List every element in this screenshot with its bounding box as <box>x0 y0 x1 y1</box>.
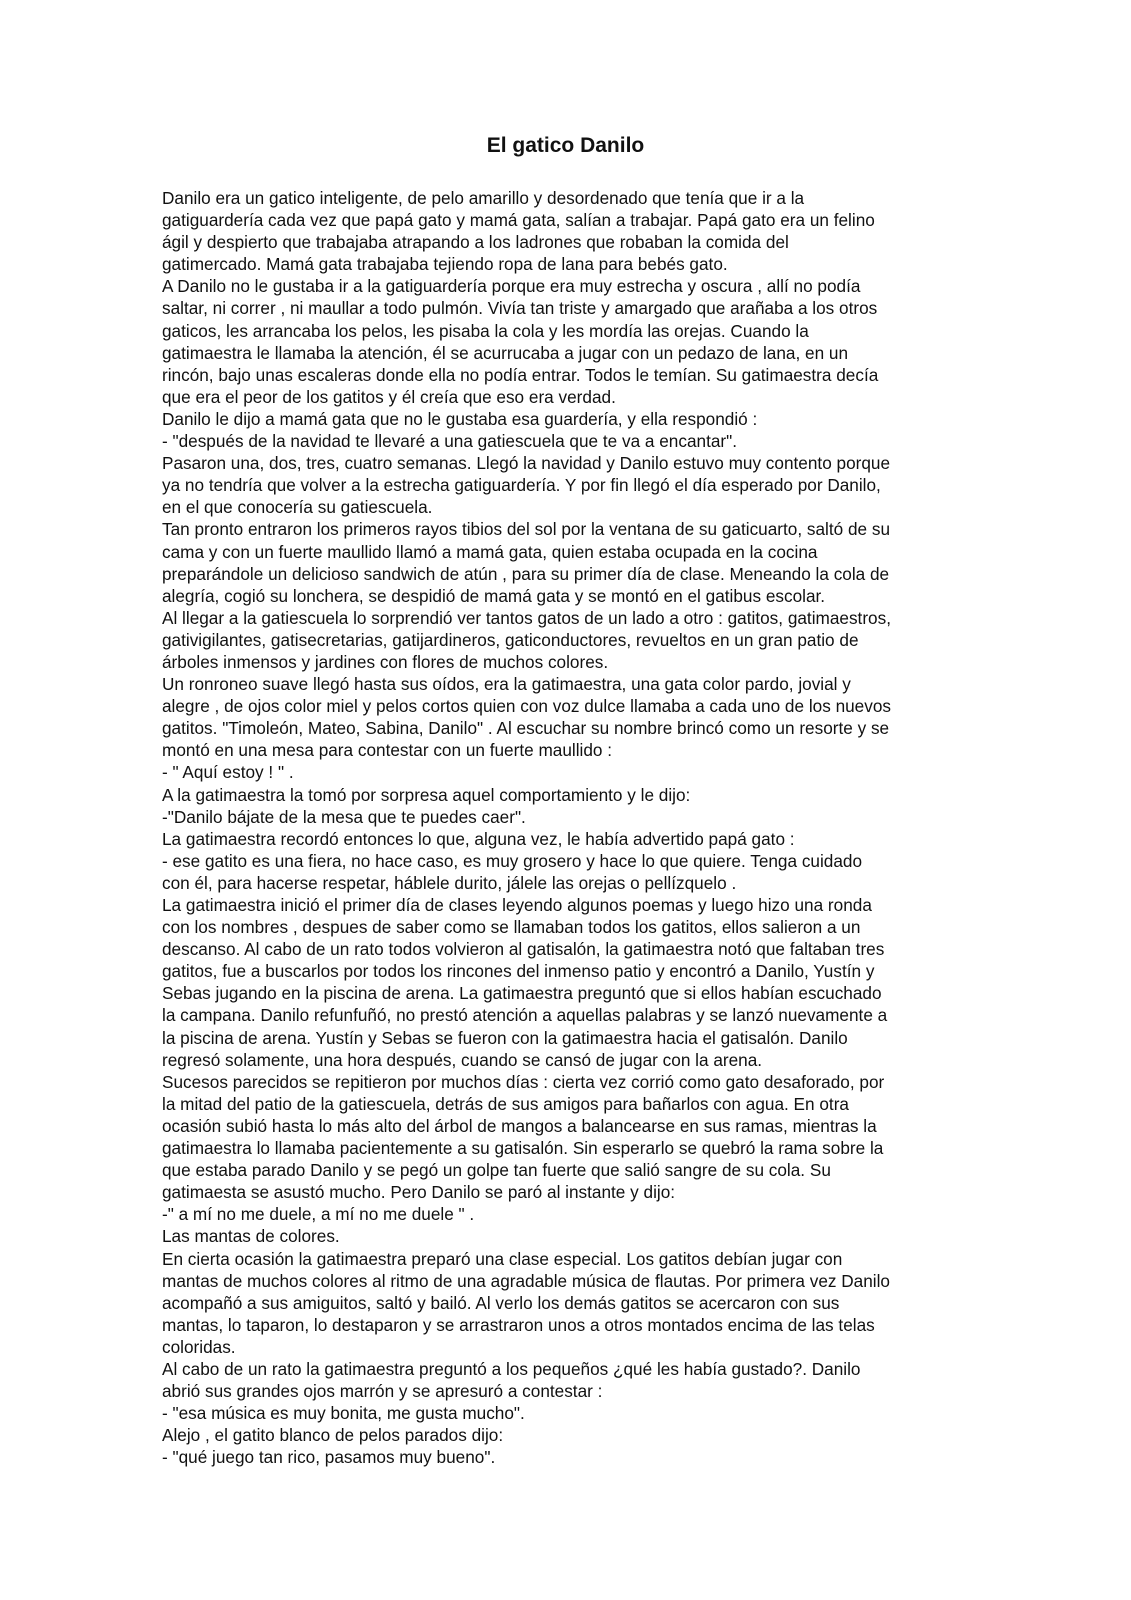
text-line: coloridas. <box>162 1336 236 1357</box>
text-line: gatiguardería cada vez que papá gato y mamá gata, salían a trabajar. Papá gato era un felino <box>162 210 875 231</box>
text-line: ya no tendría que volver a la estrecha gatiguardería. Y por fin llegó el día esperado por Danilo, <box>162 475 881 496</box>
text-line: que estaba parado Danilo y se pegó un golpe tan fuerte que salió sangre de su cola. Su <box>162 1160 831 1181</box>
text-line: árboles inmensos y jardines con flores de muchos colores. <box>162 651 609 672</box>
text-line: gativigilantes, gatisecretarias, gatijardineros, gaticonductores, revueltos en un gran patio de <box>162 629 859 650</box>
text-line: abrió sus grandes ojos marrón y se apresuró a contestar : <box>162 1381 603 1402</box>
text-line: ocasión subió hasta lo más alto del árbol de mangos a balancearse en sus ramas, mientras la <box>162 1115 877 1136</box>
text-line: gatitos. "Timoleón, Mateo, Sabina, Danilo" . Al escuchar su nombre brincó como un resorte y se <box>162 718 890 739</box>
text-line: ágil y despierto que trabajaba atrapando a los ladrones que robaban la comida del <box>162 232 789 253</box>
text-line: Pasaron una, dos, tres, cuatro semanas. Llegó la navidad y Danilo estuvo muy contento porque <box>162 453 891 474</box>
text-line: Alejo , el gatito blanco de pelos parados dijo: <box>162 1425 504 1446</box>
text-line: La gatimaestra recordó entonces lo que, alguna vez, le había advertido papá gato : <box>162 828 795 849</box>
text-line: gatimercado. Mamá gata trabajaba tejiendo ropa de lana para bebés gato. <box>162 254 728 275</box>
text-line: la piscina de arena. Yustín y Sebas se fueron con la gatimaestra hacia el gatisalón. Danilo <box>162 1027 848 1048</box>
text-line: saltar, ni correr , ni maullar a todo pulmón. Vivía tan triste y amargado que arañaba a los otros <box>162 298 878 319</box>
text-line: alegría, cogió su lonchera, se despidió de mamá gata y se montó en el gatibus escolar. <box>162 585 826 606</box>
text-line: preparándole un delicioso sandwich de atún , para su primer día de clase. Meneando la cola de <box>162 563 890 584</box>
text-line: - ese gatito es una fiera, no hace caso, es muy grosero y hace lo que quiere. Tenga cuidado <box>162 850 863 871</box>
text-line: gatitos, fue a buscarlos por todos los rincones del inmenso patio y encontró a Danilo, Yustín y <box>162 961 875 982</box>
text-line: Sebas jugando en la piscina de arena. La gatimaestra preguntó que si ellos habían escuchado <box>162 983 882 1004</box>
story-body <box>162 187 972 1468</box>
text-line: -" a mí no me duele, a mí no me duele " . <box>162 1204 475 1225</box>
text-line: la campana. Danilo refunfuñó, no prestó atención a aquellas palabras y se lanzó nuevamente a <box>162 1005 888 1026</box>
text-line: cama y con un fuerte maullido llamó a mamá gata, quien estaba ocupada en la cocina <box>162 541 818 562</box>
page-title: El gatico Danilo <box>486 134 645 157</box>
text-line: - "esa música es muy bonita, me gusta mucho". <box>162 1403 525 1424</box>
text-line: gatimaestra le llamaba la atención, él se acurrucaba a jugar con un pedazo de lana, en un <box>162 342 849 363</box>
text-line: -"Danilo bájate de la mesa que te puedes caer". <box>162 806 526 827</box>
text-line: en el que conocería su gatiescuela. <box>162 497 433 518</box>
text-line: Tan pronto entraron los primeros rayos tibios del sol por la ventana de su gaticuarto, saltó de su <box>162 519 891 540</box>
text-line: la mitad del patio de la gatiescuela, detrás de sus amigos para bañarlos con agua. En otra <box>162 1093 849 1114</box>
text-line: gaticos, les arrancaba los pelos, les pisaba la cola y les mordía las orejas. Cuando la <box>162 320 809 341</box>
text-line: acompañó a sus amiguitos, saltó y bailó. Al verlo los demás gatitos se acercaron con sus <box>162 1292 840 1313</box>
text-line: gatimaestra lo llamaba pacientemente a su gatisalón. Sin esperarlo se quebró la rama sobre la <box>162 1138 884 1159</box>
text-line: Al cabo de un rato la gatimaestra preguntó a los pequeños ¿qué les había gustado?. Danilo <box>162 1358 861 1379</box>
text-line: - " Aquí estoy ! " . <box>162 762 294 783</box>
text-line: Al llegar a la gatiescuela lo sorprendió ver tantos gatos de un lado a otro : gatitos, gatimaestros, <box>162 607 891 628</box>
text-line: Las mantas de colores. <box>162 1226 340 1247</box>
text-line: En cierta ocasión la gatimaestra preparó una clase especial. Los gatitos debían jugar con <box>162 1248 843 1269</box>
text-line: que era el peor de los gatitos y él creía que eso era verdad. <box>162 386 616 407</box>
text-line: A la gatimaestra la tomó por sorpresa aquel comportamiento y le dijo: <box>162 784 691 805</box>
text-line: Un ronroneo suave llegó hasta sus oídos, era la gatimaestra, una gata color pardo, jovial y <box>162 674 851 695</box>
text-line: con los nombres , despues de saber como se llamaban todos los gatitos, ellos salieron a un <box>162 917 861 938</box>
text-line: - "qué juego tan rico, pasamos muy bueno". <box>162 1447 496 1468</box>
text-line: rincón, bajo unas escaleras donde ella no podía entrar. Todos le temían. Su gatimaestra decía <box>162 364 879 385</box>
text-line: mantas, lo taparon, lo destaparon y se arrastraron unos a otros montados encima de las telas <box>162 1314 875 1335</box>
text-line: - "después de la navidad te llevaré a una gatiescuela que te va a encantar". <box>162 431 738 452</box>
text-line: montó en una mesa para contestar con un fuerte maullido : <box>162 740 613 761</box>
text-line: descanso. Al cabo de un rato todos volvieron al gatisalón, la gatimaestra notó que faltaban tres <box>162 939 885 960</box>
text-line: mantas de muchos colores al ritmo de una agradable música de flautas. Por primera vez Danilo <box>162 1270 890 1291</box>
text-line: con él, para hacerse respetar, háblele durito, jálele las orejas o pellízquelo . <box>162 872 737 893</box>
text-line: regresó solamente, una hora después, cuando se cansó de jugar con la arena. <box>162 1049 763 1070</box>
text-line: La gatimaestra inició el primer día de clases leyendo algunos poemas y luego hizo una ronda <box>162 895 872 915</box>
text-line: A Danilo no le gustaba ir a la gatiguardería porque era muy estrecha y oscura , allí no podía <box>162 276 861 297</box>
text-line: alegre , de ojos color miel y pelos cortos quien con voz dulce llamaba a cada uno de los nuevos <box>162 696 891 717</box>
text-line: gatimaesta se asustó mucho. Pero Danilo se paró al instante y dijo: <box>162 1182 676 1203</box>
text-line: Sucesos parecidos se repitieron por muchos días : cierta vez corrió como gato desaforado, por <box>162 1071 885 1092</box>
text-line: Danilo era un gatico inteligente, de pelo amarillo y desordenado que tenía que ir a la <box>162 188 805 208</box>
text-line: Danilo le dijo a mamá gata que no le gustaba esa guardería, y ella respondió : <box>162 408 758 429</box>
